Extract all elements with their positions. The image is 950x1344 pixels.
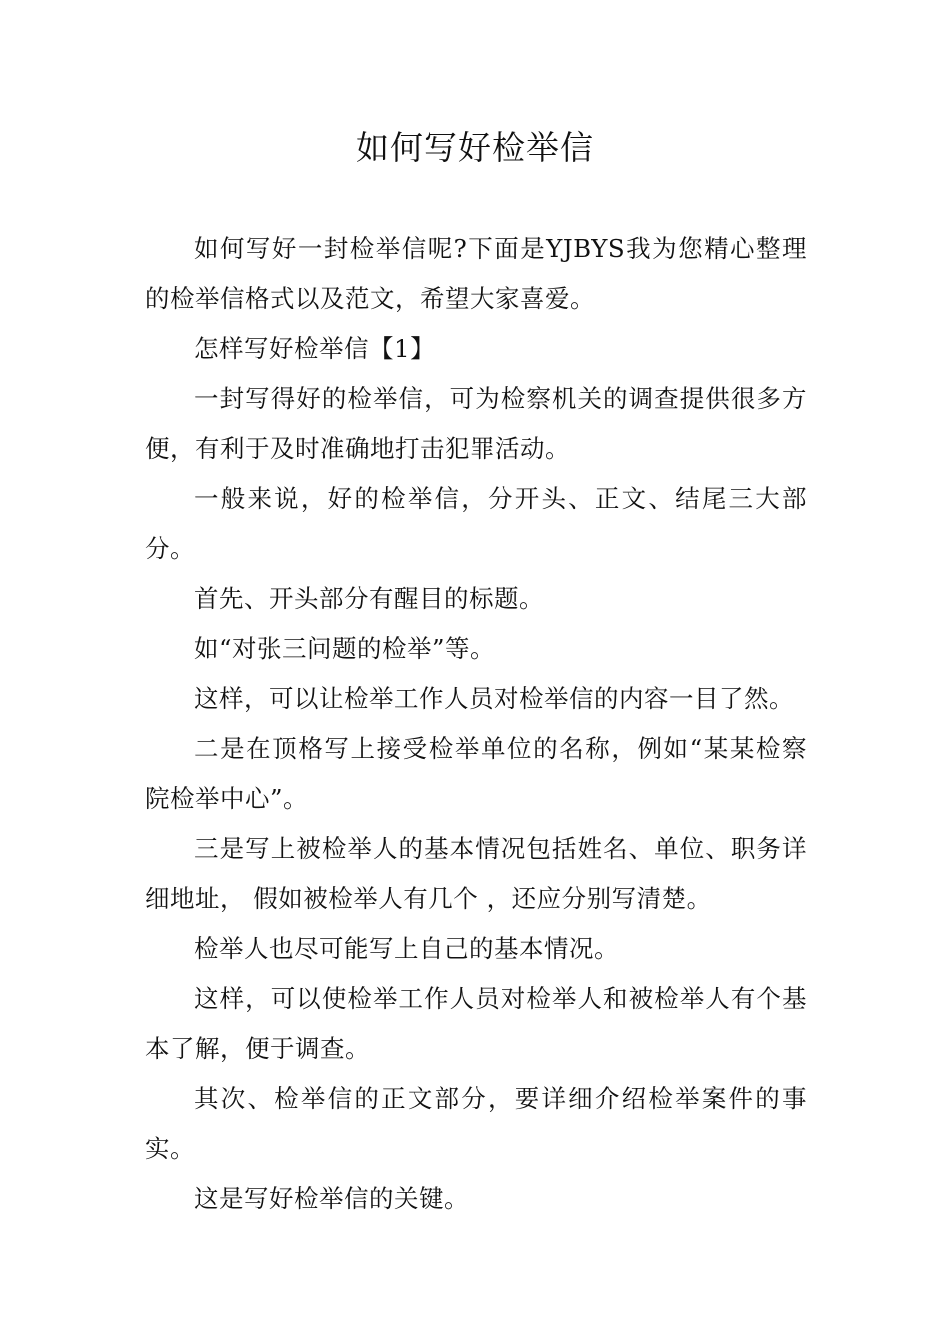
- paragraph: 这样，可以使检举工作人员对检举人和被检举人有个基本了解，便于调查。: [145, 984, 807, 1063]
- section-heading: 怎样写好检举信【1】: [194, 334, 436, 363]
- document-body: [145, 224, 807, 1224]
- paragraph: 二是在顶格写上接受检举单位的名称，例如“某某检察院检举中心”。: [145, 734, 807, 813]
- paragraph-intro: 如何写好一封检举信呢?下面是YJBYS我为您精心整理的检举信格式以及范文，希望大家喜爱。: [145, 234, 807, 313]
- paragraph: 首先、开头部分有醒目的标题。: [194, 584, 544, 613]
- paragraph: 一封写得好的检举信，可为检察机关的调查提供很多方便，有利于及时准确地打击犯罪活动。: [145, 384, 807, 463]
- paragraph: 三是写上被检举人的基本情况包括姓名、单位、职务详细地址， 假如被检举人有几个 ，还应分别写清楚。: [145, 834, 807, 913]
- paragraph: 其次、检举信的正文部分，要详细介绍检举案件的事实。: [145, 1084, 807, 1163]
- paragraph: 检举人也尽可能写上自己的基本情况。: [194, 934, 619, 963]
- document-title: 如何写好检举信: [356, 128, 594, 167]
- paragraph: 一般来说，好的检举信，分开头、正文、结尾三大部分。: [145, 484, 807, 563]
- paragraph: 这是写好检举信的关键。: [194, 1184, 469, 1213]
- paragraph: 这样，可以让检举工作人员对检举信的内容一目了然。: [194, 684, 794, 713]
- paragraph: 如“对张三问题的检举”等。: [194, 634, 496, 663]
